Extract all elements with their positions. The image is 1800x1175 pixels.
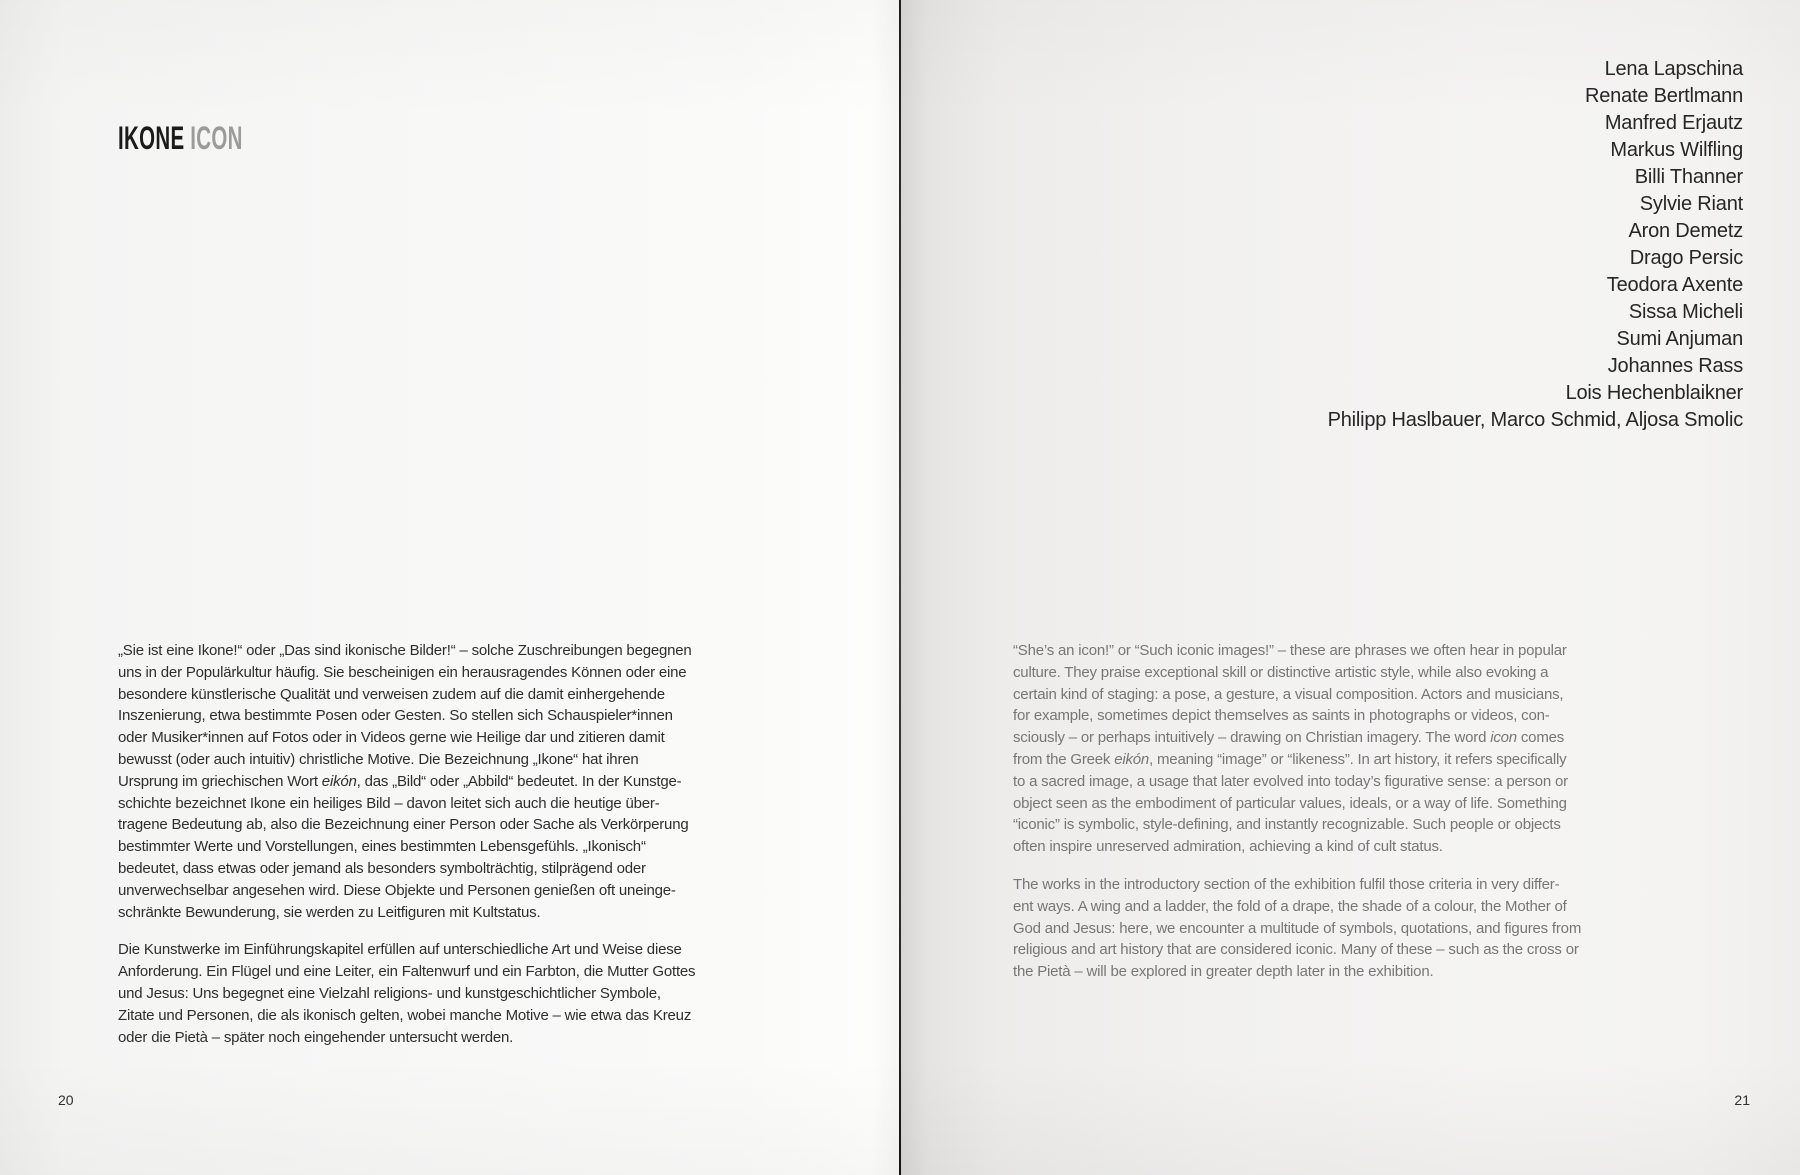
artist-name: Lois Hechenblaikner	[1565, 382, 1743, 404]
english-paragraph-1: “She’s an icon!” or “Such iconic images!” – these are phrases we often hear in popular culture. They praise exceptional skill or distinctive artistic style, while also evoking a certain kind of staging: a pose, a gesture, a visual composition. Actors and musicians, for example, sometimes depict themselves as saints in photographs or videos, con- sciously – or perhaps intuitively – drawing on Christian imagery. The word icon comes from the Greek eikón, meaning “image” or “likeness”. In art history, it refers specifically to a sacred image, a usage that later evolved into today’s figurative sense: a person or object seen as the embodiment of particular values, ideals, or a way of life. Something “iconic” is symbolic, style-defining, and instantly recognizable. Such people or objects often inspire unreserved admiration, achieving a kind of cult status.	[1013, 642, 1568, 856]
page-right	[901, 0, 1800, 1175]
page-number-right: 21	[1734, 1092, 1750, 1108]
page-number-left: 20	[58, 1092, 74, 1108]
german-paragraph-2: Die Kunstwerke im Einführungskapitel erfüllen auf unterschiedliche Art und Weise diese Anforderung. Ein Flügel und eine Leiter, ein Faltenwurf und ein Farbton, die Mutter Gottes und Jesus: Uns begegnet eine Vielzahl religions- und kunstgeschichtlicher Symbole, Zitate und Personen, die als ikonisch gelten, wobei manche Motive – wie etwa das Kreuz oder die Pietà – später noch eingehender untersucht werden.	[118, 941, 696, 1046]
artist-name: Philipp Haslbauer, Marco Schmid, Aljosa Smolic	[1327, 409, 1743, 431]
artist-name-list	[1328, 56, 1743, 434]
artist-name: Renate Bertlmann	[1584, 85, 1743, 107]
artist-name: Teodora Axente	[1606, 274, 1743, 296]
artist-name: Sylvie Riant	[1639, 193, 1743, 215]
artist-name: Manfred Erjautz	[1604, 112, 1743, 134]
artist-name: Markus Wilfling	[1610, 139, 1743, 161]
german-paragraph-1: „Sie ist eine Ikone!“ oder „Das sind ikonische Bilder!“ – solche Zuschreibungen begegnen uns in der Populärkultur häufig. Sie bescheinigen ein herausragendes Können oder eine besondere künstlerische Qualität und verweisen zudem auf die damit einhergehende Inszenierung, etwa bestimmte Posen oder Gesten. So stellen sich Schauspieler*innen oder Musiker*innen auf Fotos oder in Videos gerne wie Heilige dar und zitieren damit bewusst (oder auch intuitiv) christliche Motive. Die Bezeichnung „Ikone“ hat ihren Ursprung im griechischen Wort eikón, das „Bild“ oder „Abbild“ bedeutet. In der Kunstge- schichte bezeichnet Ikone ein heiliges Bild – davon leitet sich auch die heutige über- tragene Bedeutung ab, also die Bezeichnung einer Person oder Sache als Verkörperung bestimmter Werte und Vorstellungen, eines bestimmten Lebensgefühls. „Ikonisch“ bedeutet, dass etwas oder jemand als besonders symbolträchtig, stilprägend oder unverwechselbar angesehen wird. Diese Objekte und Personen genießen oft uneinge- schränkte Bewunderung, sie werden zu Leitfiguren mit Kultstatus.	[118, 642, 692, 921]
artist-name: Johannes Rass	[1607, 355, 1743, 377]
german-text-block	[118, 640, 778, 1048]
artist-name: Sumi Anjuman	[1616, 328, 1743, 350]
artist-name: Aron Demetz	[1628, 220, 1743, 242]
artist-name: Drago Persic	[1629, 247, 1743, 269]
artist-name: Billi Thanner	[1634, 166, 1743, 188]
english-paragraph-2: The works in the introductory section of the exhibition fulfil those criteria in very differ- ent ways. A wing and a ladder, the fold of a drape, the shade of a colour, the Mother of God and Jesus: here, we encounter a multitude of symbols, quotations, and figures from religious and art history that are considered iconic. Many of these – such as the cross or the Pietà – will be explored in greater depth later in the exhibition.	[1013, 875, 1582, 981]
english-text-block	[1013, 640, 1673, 983]
page-left	[0, 0, 899, 1175]
chapter-title-english: ICON	[190, 120, 243, 156]
chapter-title-german: IKONE	[118, 120, 185, 156]
artist-name: Sissa Micheli	[1628, 301, 1743, 323]
chapter-title	[118, 122, 243, 154]
artist-name: Lena Lapschina	[1604, 58, 1743, 80]
